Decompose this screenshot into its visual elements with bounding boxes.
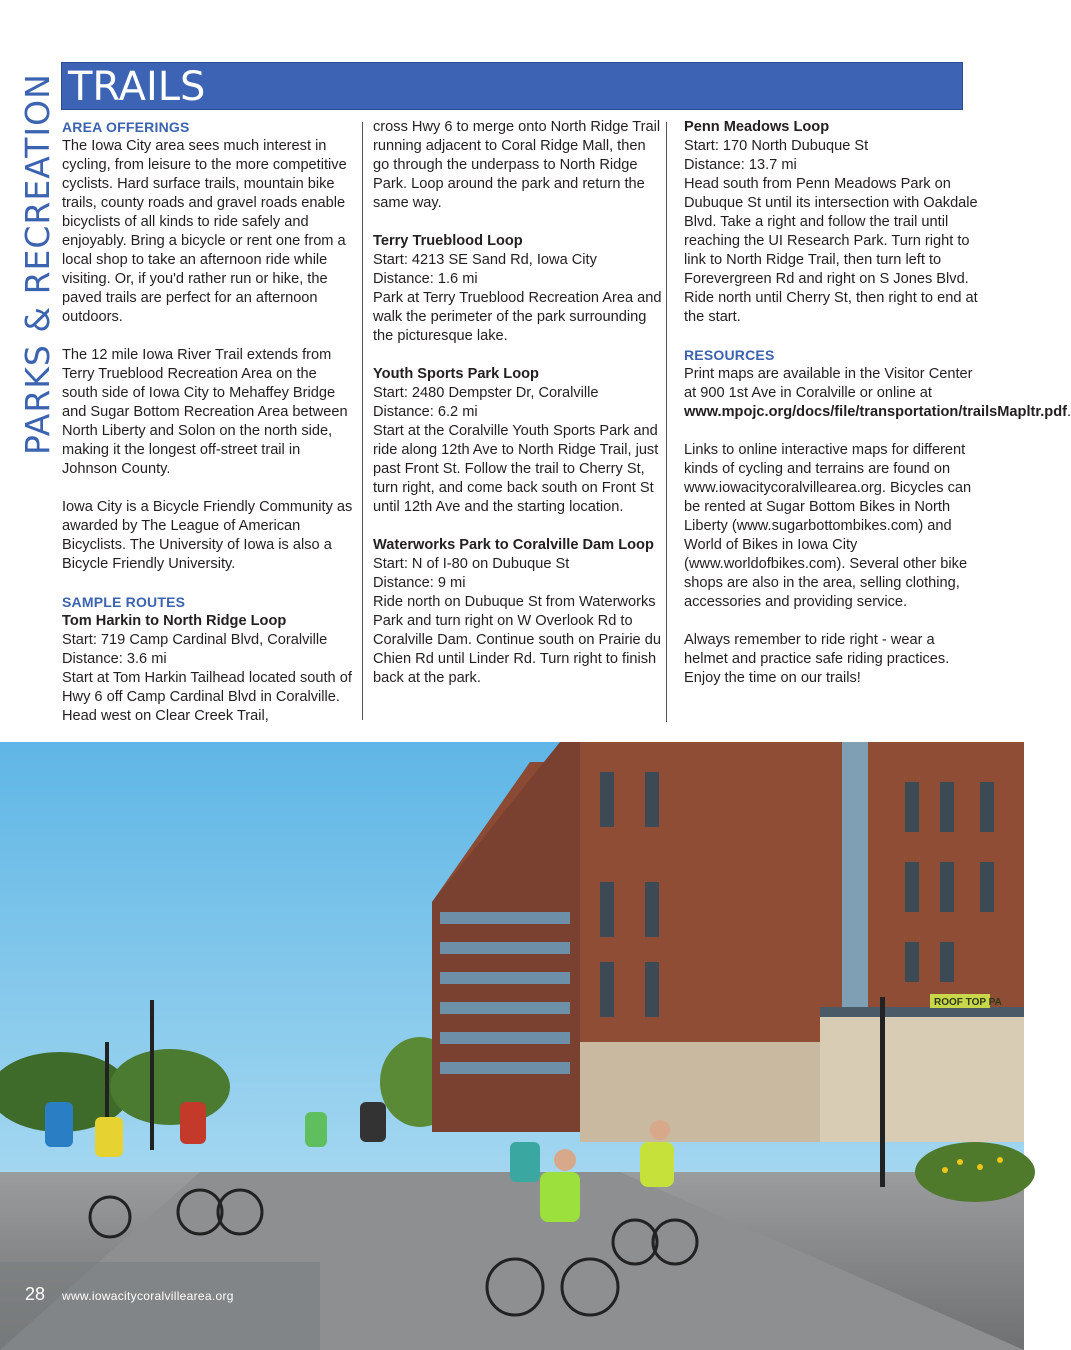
heading-area-offerings: AREA OFFERINGS	[62, 119, 190, 135]
column-divider	[666, 122, 667, 722]
rooftop-sign: ROOF TOP PA	[934, 997, 1002, 1008]
page-title: TRAILS	[68, 64, 206, 110]
route-title: Waterworks Park to Coralville Dam Loop	[373, 537, 654, 553]
route-title: Youth Sports Park Loop	[373, 366, 539, 382]
route-distance: Distance: 6.2 mi	[373, 404, 478, 420]
column-divider	[362, 122, 363, 720]
title-banner	[61, 62, 963, 110]
route-distance: Distance: 13.7 mi	[684, 157, 797, 173]
heading-sample-routes: SAMPLE ROUTES	[62, 594, 186, 610]
route-title: Penn Meadows Loop	[684, 119, 830, 135]
text: Print maps are available in the Visitor Center at 900 1st Ave in Coralville or online at	[684, 366, 973, 401]
route-description: Ride north on Dubuque St from Waterworks Park and turn right on W Overlook Rd to Coralville Dam. Continue south on Prairie du Chien Rd until Linder Rd. Turn right to finish back at the park.	[373, 594, 661, 686]
page-number: 28	[25, 1284, 46, 1304]
maps-link[interactable]: www.mpojc.org/docs/file/transportation/trailsMapltr.pdf	[684, 404, 1067, 420]
heading-resources: RESOURCES	[684, 347, 775, 363]
route-title: Tom Harkin to North Ridge Loop	[62, 613, 287, 629]
route-start: Start: 719 Camp Cardinal Blvd, Coralville	[62, 632, 328, 648]
route-start: Start: 4213 SE Sand Rd, Iowa City	[373, 252, 597, 268]
paragraph	[684, 365, 1071, 422]
paragraph: The 12 mile Iowa River Trail extends from Terry Trueblood Recreation Area on the south side of Iowa City to Mehaffey Bridge and Sugar Bottom Recreation Area between North Liberty and Solon on the north side, making it the longest off-street trail in Johnson County.	[62, 347, 348, 477]
photo-cyclists	[0, 742, 1024, 1350]
route-description: cross Hwy 6 to merge onto North Ridge Trail running adjacent to Coral Ridge Mall, then go through the underpass to North Ridge Park. Loop around the park and return the same way.	[373, 119, 661, 211]
route-start: Start: 2480 Dempster Dr, Coralville	[373, 385, 599, 401]
footer-url: www.iowacitycoralvillearea.org	[62, 1289, 234, 1303]
route-start: Start: 170 North Dubuque St	[684, 138, 869, 154]
paragraph: Always remember to ride right - wear a helmet and practice safe riding practices. Enjoy the time on our trails!	[684, 632, 950, 686]
route-start: Start: N of I-80 on Dubuque St	[373, 556, 570, 572]
route-distance: Distance: 3.6 mi	[62, 651, 167, 667]
paragraph: The Iowa City area sees much interest in cycling, from leisure to the more competitive cyclists. Hard surface trails, mountain bike trails, county roads and gravel roads enable bicyclists of all kinds to ride safely and enjoyably. Bring a bicycle or rent one from a local shop to take an afternoon ride while visiting. Or, if you'd rather run or hike, the paved trails are perfect for an afternoon outdoors.	[62, 138, 347, 325]
route-distance: Distance: 1.6 mi	[373, 271, 478, 287]
route-description: Park at Terry Trueblood Recreation Area and walk the perimeter of the park surrounding the picturesque lake.	[373, 290, 662, 344]
column-3	[684, 118, 1071, 688]
route-description: Head south from Penn Meadows Park on Dubuque St until its intersection with Oakdale Blvd. Take a right and follow the trail until reaching the UI Research Park. Turn right to link to North Ridge Trail, then turn left to Forevergreen Rd and right on S Jones Blvd. Ride north until Cherry St, then right to end at the start.	[684, 176, 978, 325]
photo-illustration	[0, 742, 1024, 1350]
route-description: Start at the Coralville Youth Sports Park and ride along 12th Ave to North Ridge Trail, just past Front St. Follow the trail to Cherry St, turn right, and come back south on Front St until 12th Ave and the starting location.	[373, 423, 659, 515]
section-label: PARKS & RECREATION	[18, 73, 57, 455]
column-1	[62, 118, 354, 726]
column-2	[373, 118, 663, 688]
text: .	[1067, 404, 1071, 420]
paragraph: Iowa City is a Bicycle Friendly Community as awarded by The League of American Bicyclists. The University of Iowa is also a Bicycle Friendly University.	[62, 499, 353, 572]
route-distance: Distance: 9 mi	[373, 575, 466, 591]
route-description: Start at Tom Harkin Tailhead located south of Hwy 6 off Camp Cardinal Blvd in Coralville. Head west on Clear Creek Trail,	[62, 670, 352, 724]
route-title: Terry Trueblood Loop	[373, 233, 523, 249]
paragraph: Links to online interactive maps for different kinds of cycling and terrains are found on www.iowacitycoralvillearea.org. Bicycles can be rented at Sugar Bottom Bikes in North Liberty (www.sugarbottombikes.com) and World of Bikes in Iowa City (www.worldofbikes.com). Several other bike shops are also in the area, selling clothing, accessories and providing service.	[684, 442, 972, 610]
